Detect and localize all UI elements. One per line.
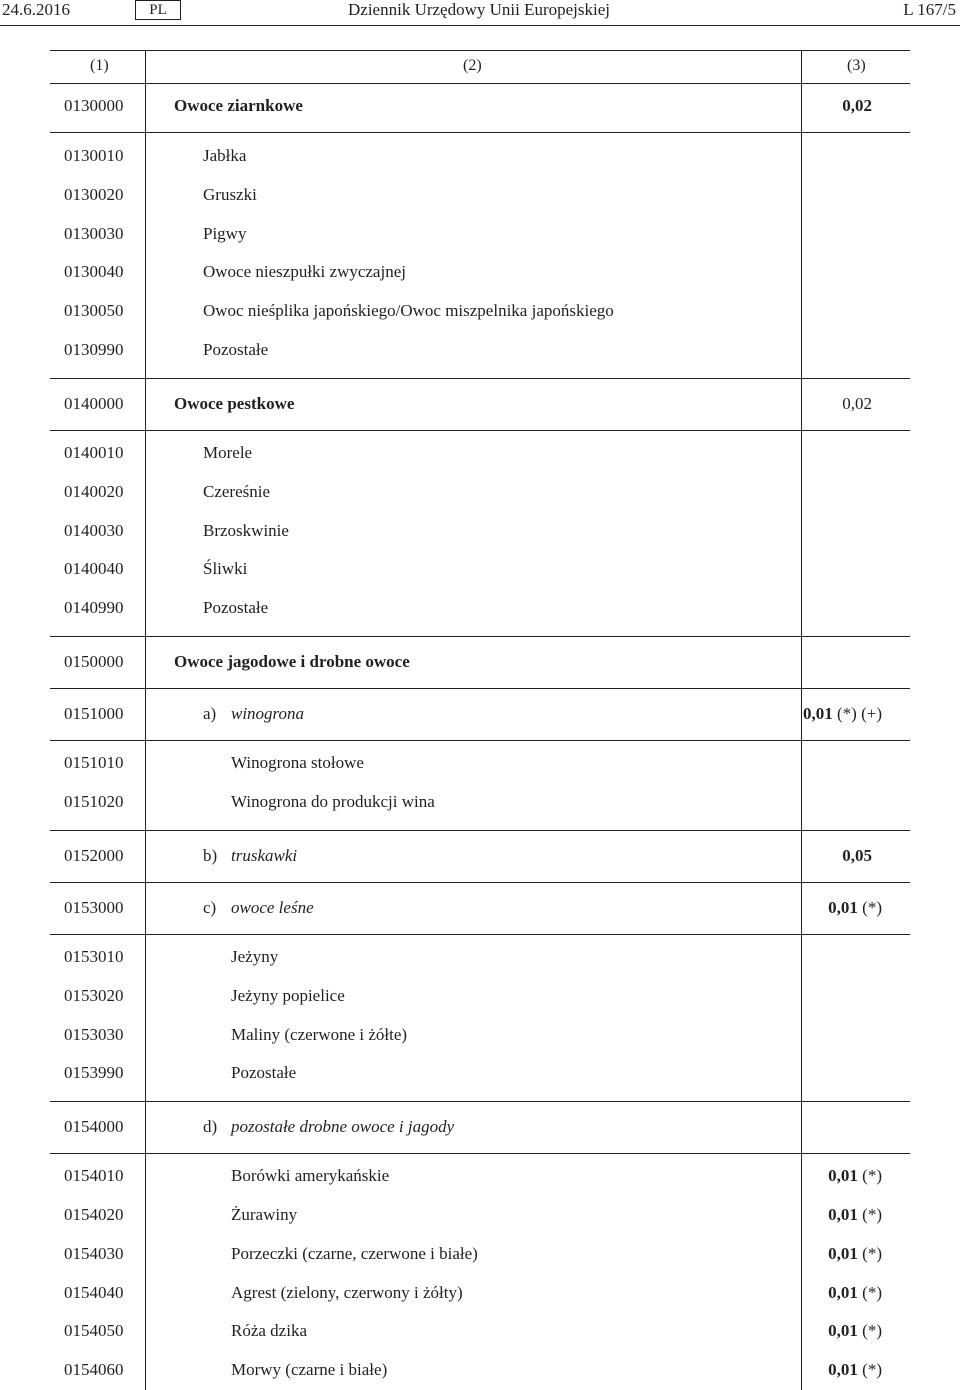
mrl-value: 0,05 (842, 846, 872, 865)
product-name: Agrest (zielony, czerwony i żółty) (231, 1283, 463, 1302)
product-name: winogrona (231, 704, 305, 723)
table-row (50, 590, 910, 637)
table-row (50, 513, 910, 551)
table-row (50, 745, 910, 783)
table-row (50, 1107, 910, 1154)
product-name: Owoce nieszpułki zwyczajnej (203, 262, 406, 281)
page-header (0, 0, 960, 26)
table-row (50, 694, 910, 741)
product-name: Pozostałe (203, 340, 269, 359)
product-code: 0130010 (64, 146, 124, 165)
table-row (50, 642, 910, 689)
product-name: Porzeczki (czarne, czerwone i białe) (231, 1244, 478, 1263)
table-row (50, 1313, 910, 1351)
product-code: 0130050 (64, 301, 124, 320)
table-row (50, 1352, 910, 1390)
item-letter: c) (203, 898, 217, 917)
column-header-row (50, 50, 910, 84)
product-name: Róża dzika (231, 1321, 307, 1340)
product-name: pozostałe drobne owoce i jagody (231, 1117, 455, 1136)
product-code: 0153990 (64, 1063, 124, 1082)
product-name: Pozostałe (231, 1063, 297, 1082)
publication-date: 24.6.2016 (2, 0, 70, 19)
table-row (50, 474, 910, 512)
item-letter: a) (203, 704, 217, 723)
table-row (50, 254, 910, 292)
product-code: 0140030 (64, 521, 124, 540)
product-name: Maliny (czerwone i żółte) (231, 1025, 408, 1044)
product-name: Jeżyny popielice (231, 986, 345, 1005)
product-code: 0154020 (64, 1205, 124, 1224)
item-letter: d) (203, 1117, 218, 1136)
product-name: truskawki (231, 846, 298, 865)
product-name: Gruszki (203, 185, 257, 204)
product-name: Owoce pestkowe (174, 394, 295, 413)
product-code: 0140000 (64, 394, 124, 413)
mrl-value: 0,01 (*) (828, 1321, 882, 1340)
product-name: Winogrona stołowe (231, 753, 364, 772)
product-code: 0151020 (64, 792, 124, 811)
column-header-1: (1) (90, 57, 109, 74)
column-header-3: (3) (847, 57, 866, 74)
product-code: 0154050 (64, 1321, 124, 1340)
table-row (50, 1055, 910, 1102)
product-name: Pozostałe (203, 598, 269, 617)
mrl-value: 0,02 (842, 96, 872, 115)
product-code: 0154060 (64, 1360, 124, 1379)
product-code: 0130040 (64, 262, 124, 281)
product-name: Śliwki (203, 559, 248, 578)
column-header-2: (2) (463, 57, 482, 74)
mrl-value: 0,01 (*) (828, 1166, 882, 1185)
table-row (50, 138, 910, 176)
table-row (50, 978, 910, 1016)
product-code: 0154030 (64, 1244, 124, 1263)
product-name: Owoce jagodowe i drobne owoce (174, 652, 410, 671)
product-name: Morele (203, 443, 253, 462)
product-name: Jeżyny (231, 947, 279, 966)
product-code: 0140010 (64, 443, 124, 462)
page-number: L 167/5 (903, 0, 956, 19)
product-code: 0153000 (64, 898, 124, 917)
journal-title: Dziennik Urzędowy Unii Europejskiej (348, 0, 611, 19)
table-row (50, 1236, 910, 1274)
product-code: 0153010 (64, 947, 124, 966)
product-name: Owoce ziarnkowe (174, 96, 303, 115)
product-code: 0153030 (64, 1025, 124, 1044)
header-divider (0, 25, 960, 26)
product-code: 0140020 (64, 482, 124, 501)
mrl-value: 0,01 (*) (828, 898, 882, 917)
product-code: 0130020 (64, 185, 124, 204)
table-row (50, 216, 910, 254)
product-code: 0150000 (64, 652, 124, 671)
table-row (50, 86, 910, 133)
product-name: owoce leśne (231, 898, 314, 917)
product-name: Winogrona do produkcji wina (231, 792, 435, 811)
product-code: 0154040 (64, 1283, 124, 1302)
product-code: 0140040 (64, 559, 124, 578)
mrl-value: 0,01 (*) (828, 1244, 882, 1263)
product-name: Owoc nieśplika japońskiego/Owoc miszpelnika japońskiego (203, 301, 614, 320)
item-letter: b) (203, 846, 218, 865)
product-name: Jabłka (203, 146, 247, 165)
mrl-value: 0,01 (*) (828, 1283, 882, 1302)
product-name: Brzoskwinie (203, 521, 289, 540)
product-code: 0130990 (64, 340, 124, 359)
table-row (50, 1275, 910, 1313)
product-code: 0154000 (64, 1117, 124, 1136)
product-name: Żurawiny (231, 1205, 298, 1224)
product-code: 0151010 (64, 753, 124, 772)
table-row (50, 1017, 910, 1055)
table-row (50, 784, 910, 831)
table-row (50, 435, 910, 473)
language-badge: PL (135, 0, 181, 20)
product-name: Pigwy (203, 224, 247, 243)
mrl-value: 0,01 (*) (828, 1205, 882, 1224)
table-row (50, 551, 910, 589)
table-row (50, 836, 910, 883)
product-code: 0153020 (64, 986, 124, 1005)
table-row (50, 939, 910, 977)
table-row (50, 1158, 910, 1196)
table-row (50, 1197, 910, 1235)
mrl-value: 0,02 (842, 394, 872, 413)
table-row (50, 177, 910, 215)
product-code: 0152000 (64, 846, 124, 865)
table-row (50, 332, 910, 379)
table-row (50, 888, 910, 935)
table-row (50, 384, 910, 431)
product-name: Morwy (czarne i białe) (231, 1360, 388, 1379)
product-name: Borówki amerykańskie (231, 1166, 390, 1185)
product-code: 0151000 (64, 704, 124, 723)
mrl-value: 0,01 (*) (828, 1360, 882, 1379)
mrl-value: 0,01 (*) (+) (803, 704, 882, 723)
product-code: 0130030 (64, 224, 124, 243)
product-name: Czereśnie (203, 482, 271, 501)
product-code: 0130000 (64, 96, 124, 115)
product-code: 0140990 (64, 598, 124, 617)
product-code: 0154010 (64, 1166, 124, 1185)
table-row (50, 293, 910, 331)
